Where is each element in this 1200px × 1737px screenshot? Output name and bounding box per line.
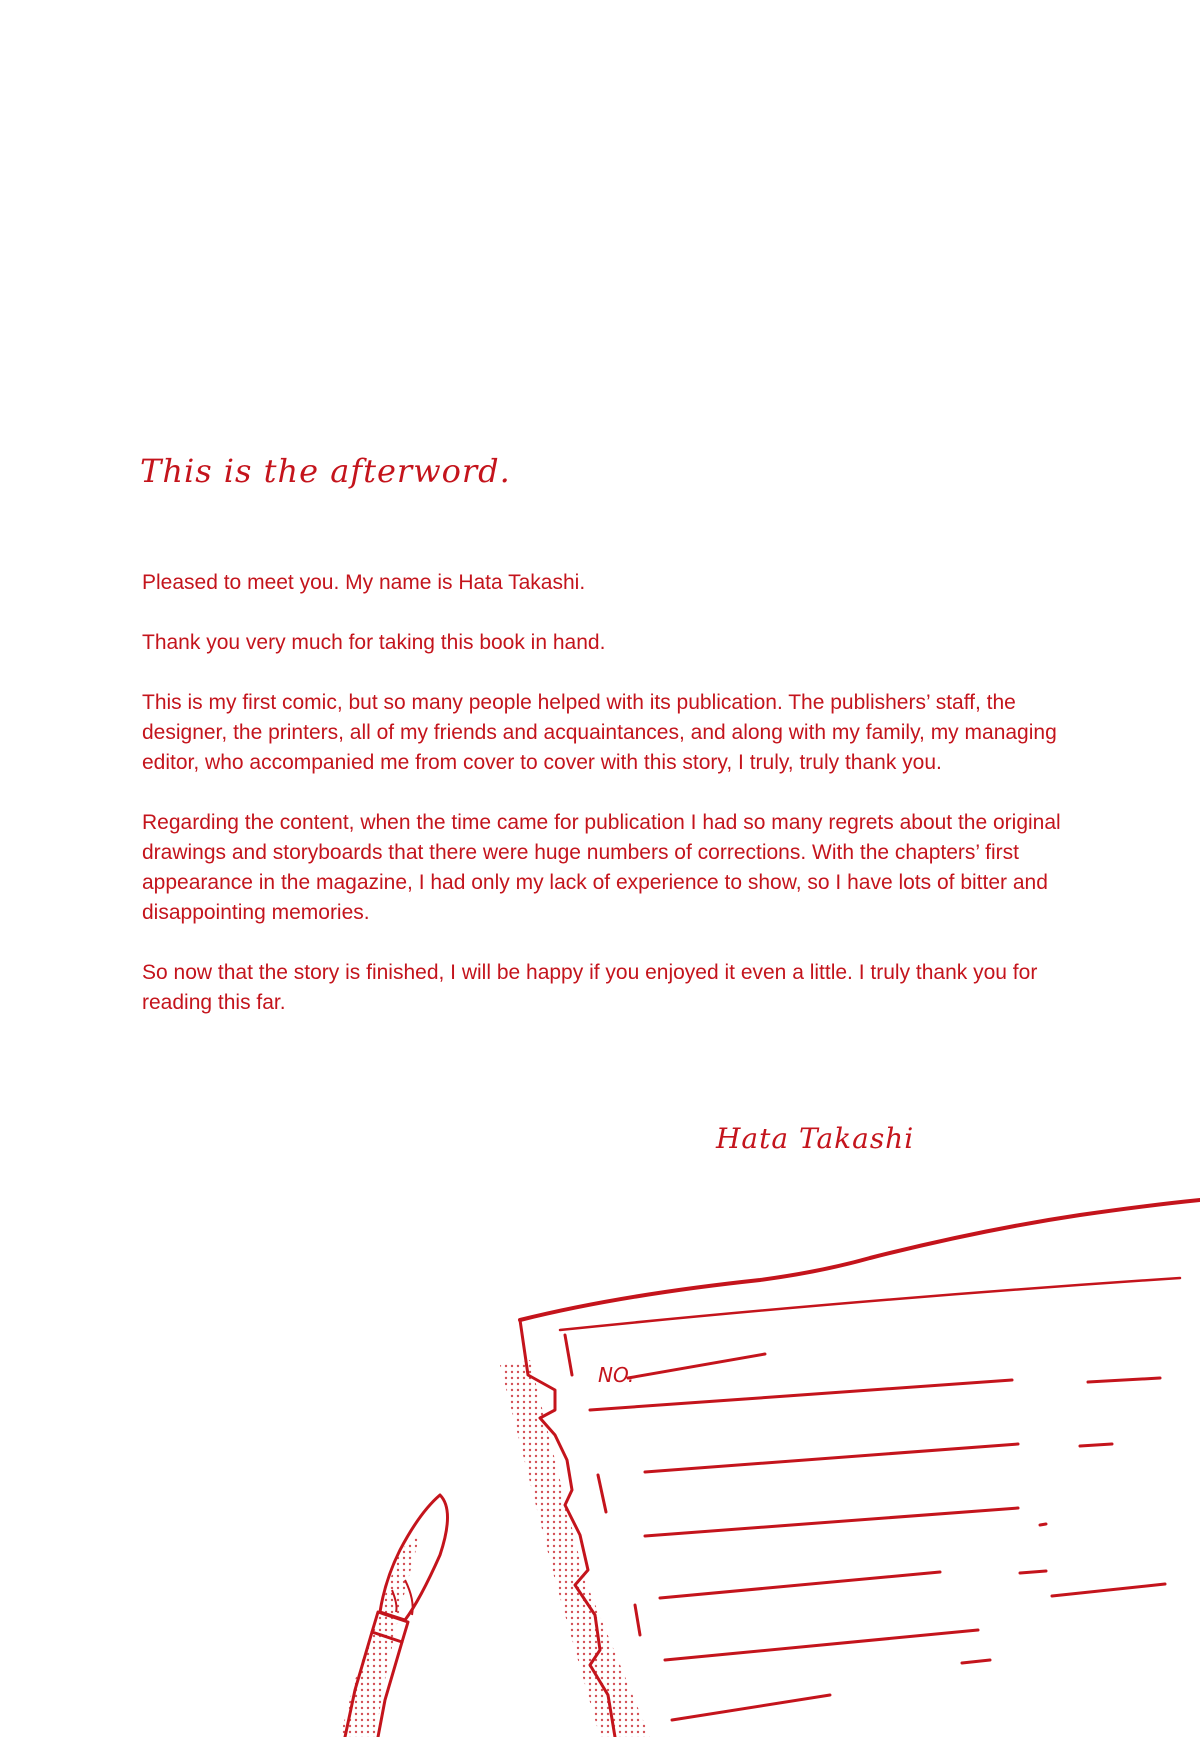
paragraph-content-regrets: Regarding the content, when the time came for publication I had so many regrets about the original drawings and storyboards that there were huge numbers of corrections. With the chapters’ first appearance in the magazine, I had only my lack of experience to show, so I have lots of bitter and disappointing memories.: [142, 811, 1061, 924]
paragraph-closing: So now that the story is finished, I will be happy if you enjoyed it even a little. I truly thank you for reading this far.: [142, 961, 1038, 1014]
spiral-ring-1: [565, 1335, 572, 1375]
ruled-line-3b: [1040, 1524, 1046, 1525]
ruled-line-5: [665, 1630, 978, 1660]
notebook-page-top-line: [560, 1278, 1180, 1330]
ruled-line-6b: [962, 1660, 990, 1663]
author-signature: Hata Takashi: [716, 1122, 915, 1155]
notebook-spine-shading: [500, 1360, 650, 1737]
ruled-line-1b: [1088, 1378, 1160, 1382]
spiral-ring-3: [635, 1605, 640, 1635]
ruled-line-1: [590, 1380, 1012, 1410]
ruled-line-2: [645, 1444, 1018, 1472]
notebook-and-pen-illustration: [0, 1160, 1200, 1737]
ruled-line-4: [660, 1572, 940, 1598]
notebook-label-underline: [628, 1354, 765, 1378]
spiral-ring-2: [598, 1475, 606, 1512]
ruled-line-4b: [1020, 1571, 1046, 1573]
afterword-body: [142, 568, 1102, 1048]
ruled-line-3: [645, 1508, 1018, 1536]
ruled-line-6: [672, 1695, 830, 1720]
afterword-heading: This is the afterword.: [140, 452, 511, 490]
ruled-line-2b: [1080, 1444, 1112, 1446]
ruled-line-5b: [1052, 1584, 1165, 1596]
notebook-label: NO.: [598, 1363, 635, 1387]
paragraph-thanks: Thank you very much for taking this book in hand.: [142, 631, 606, 654]
paragraph-greeting: Pleased to meet you. My name is Hata Takashi.: [142, 571, 586, 594]
paragraph-acknowledgements: This is my first comic, but so many people helped with its publication. The publishers’ staff, the designer, the printers, all of my friends and acquaintances, and along with my family, my managing editor, who accompanied me from cover to cover with this story, I truly, truly thank you.: [142, 691, 1057, 774]
